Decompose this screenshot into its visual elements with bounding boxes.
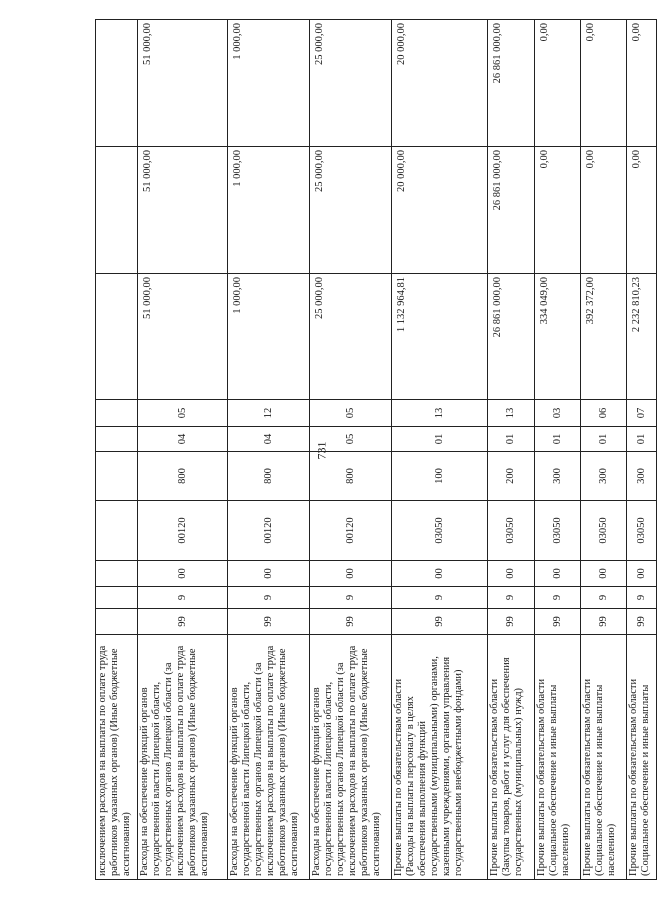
row-name-cell: Прочие выплаты по обязательствам области (Закупка товаров, работ и услуг для обеспечения государственных (муниципальных) нужд) — [488, 635, 535, 880]
code-2-cell: 9 — [535, 587, 581, 609]
code-target-cell: 03050 — [392, 501, 488, 561]
amount-year-2-cell: 20 000,00 — [392, 147, 488, 274]
amount-year-2-cell: 26 861 000,00 — [488, 147, 535, 274]
code-3-cell: 00 — [138, 561, 228, 587]
code-section-cell: 04 — [228, 427, 310, 452]
amount-year-3-cell: 20 000,00 — [392, 20, 488, 147]
code-subsection-cell: 06 — [581, 400, 627, 427]
budget-table-rotated — [95, 20, 651, 880]
code-target-cell: 00120 — [310, 501, 392, 561]
code-subsection-cell — [96, 400, 138, 427]
row-name-cell: Расходы на обеспечение функций органов государственной власти Липецкой области, государственных органов Липецкой области (за исключением расходов на выплаты по оплате труда работников указанных органов) (Иные бюджетные ассигнования) — [138, 635, 228, 880]
code-section-cell: 01 — [581, 427, 627, 452]
code-3-cell: 00 — [488, 561, 535, 587]
amount-year-2-cell: 0,00 — [535, 147, 581, 274]
row-name-cell: Прочие выплаты по обязательствам области (Социальное обеспечение и иные выплаты — [627, 635, 657, 880]
code-2-cell: 9 — [228, 587, 310, 609]
amount-year-2-cell: 0,00 — [581, 147, 627, 274]
amount-year-3-cell: 0,00 — [581, 20, 627, 147]
code-3-cell: 00 — [228, 561, 310, 587]
amount-year-2-cell: 51 000,00 — [138, 147, 228, 274]
code-subsection-cell: 07 — [627, 400, 657, 427]
code-subsection-cell: 12 — [228, 400, 310, 427]
code-expense-type-cell: 200 — [488, 452, 535, 501]
code-3-cell: 00 — [535, 561, 581, 587]
code-target-cell: 03050 — [488, 501, 535, 561]
code-2-cell: 9 — [392, 587, 488, 609]
amount-year-1-cell: 334 049,00 — [535, 274, 581, 400]
amount-year-2-cell: 1 000,00 — [228, 147, 310, 274]
code-3-cell — [96, 561, 138, 587]
code-1-cell: 99 — [228, 609, 310, 635]
code-1-cell — [96, 609, 138, 635]
row-name-cell: Прочие выплаты по обязательствам области (Социальное обеспечение и иные выплаты населению) — [535, 635, 581, 880]
row-name-cell: Расходы на обеспечение функций органов государственной власти Липецкой области, государственных органов Липецкой области (за исключением расходов на выплаты по оплате труда работников указанных органов) (Иные бюджетные ассигнования) — [310, 635, 392, 880]
code-subsection-cell: 13 — [392, 400, 488, 427]
code-target-cell: 00120 — [228, 501, 310, 561]
amount-year-1-cell: 1 000,00 — [228, 274, 310, 400]
code-subsection-cell: 05 — [138, 400, 228, 427]
amount-year-1-cell: 1 132 964,81 — [392, 274, 488, 400]
code-3-cell: 00 — [581, 561, 627, 587]
code-subsection-cell: 03 — [535, 400, 581, 427]
amount-year-3-cell: 51 000,00 — [138, 20, 228, 147]
code-1-cell: 99 — [581, 609, 627, 635]
code-2-cell: 9 — [138, 587, 228, 609]
code-1-cell: 99 — [392, 609, 488, 635]
page-number: 731 — [314, 441, 329, 460]
table-row — [228, 20, 310, 880]
code-2-cell: 9 — [310, 587, 392, 609]
table-row — [581, 20, 627, 880]
amount-year-1-cell: 26 861 000,00 — [488, 274, 535, 400]
amount-year-3-cell — [96, 20, 138, 147]
budget-table — [95, 19, 657, 880]
code-expense-type-cell: 300 — [627, 452, 657, 501]
code-1-cell: 99 — [138, 609, 228, 635]
table-row — [535, 20, 581, 880]
code-1-cell: 99 — [488, 609, 535, 635]
code-expense-type-cell: 100 — [392, 452, 488, 501]
row-name-cell: Прочие выплаты по обязательствам области (Расходы на выплаты персоналу в целях обеспечения выполнения функций государственными (муниципальными) органами, казенными учреждениями, органами управления государственными внебюджетными фондами) — [392, 635, 488, 880]
code-section-cell: 01 — [627, 427, 657, 452]
amount-year-2-cell: 0,00 — [627, 147, 657, 274]
row-name-cell: Прочие выплаты по обязательствам области (Социальное обеспечение и иные выплаты населению) — [581, 635, 627, 880]
amount-year-1-cell: 25 000,00 — [310, 274, 392, 400]
code-expense-type-cell: 300 — [581, 452, 627, 501]
amount-year-2-cell — [96, 147, 138, 274]
code-expense-type-cell: 800 — [138, 452, 228, 501]
amount-year-1-cell: 51 000,00 — [138, 274, 228, 400]
code-section-cell: 04 — [138, 427, 228, 452]
code-2-cell — [96, 587, 138, 609]
table-row — [310, 20, 392, 880]
amount-year-3-cell: 0,00 — [535, 20, 581, 147]
code-expense-type-cell — [96, 452, 138, 501]
amount-year-3-cell: 1 000,00 — [228, 20, 310, 147]
table-row — [488, 20, 535, 880]
code-1-cell: 99 — [627, 609, 657, 635]
code-2-cell: 9 — [627, 587, 657, 609]
table-row — [392, 20, 488, 880]
amount-year-3-cell: 25 000,00 — [310, 20, 392, 147]
code-subsection-cell: 13 — [488, 400, 535, 427]
code-expense-type-cell: 800 — [310, 452, 392, 501]
row-name-cell: Расходы на обеспечение функций органов государственной власти Липецкой области, государственных органов Липецкой области (за исключением расходов на выплаты по оплате труда работников указанных органов) (Иные бюджетные ассигнования) — [228, 635, 310, 880]
code-2-cell: 9 — [488, 587, 535, 609]
table-row — [627, 20, 657, 880]
code-section-cell — [96, 427, 138, 452]
code-target-cell: 03050 — [581, 501, 627, 561]
code-target-cell: 03050 — [627, 501, 657, 561]
code-target-cell: 00120 — [138, 501, 228, 561]
code-1-cell: 99 — [310, 609, 392, 635]
code-1-cell: 99 — [535, 609, 581, 635]
amount-year-3-cell: 26 861 000,00 — [488, 20, 535, 147]
code-expense-type-cell: 300 — [535, 452, 581, 501]
code-section-cell: 01 — [392, 427, 488, 452]
code-section-cell: 01 — [535, 427, 581, 452]
code-target-cell — [96, 501, 138, 561]
amount-year-1-cell — [96, 274, 138, 400]
code-section-cell: 05 — [310, 427, 392, 452]
amount-year-1-cell: 392 372,00 — [581, 274, 627, 400]
amount-year-2-cell: 25 000,00 — [310, 147, 392, 274]
code-section-cell: 01 — [488, 427, 535, 452]
code-2-cell: 9 — [581, 587, 627, 609]
code-3-cell: 00 — [310, 561, 392, 587]
code-3-cell: 00 — [627, 561, 657, 587]
table-row — [96, 20, 138, 880]
code-3-cell: 00 — [392, 561, 488, 587]
code-subsection-cell: 05 — [310, 400, 392, 427]
amount-year-1-cell: 2 232 810,23 — [627, 274, 657, 400]
code-expense-type-cell: 800 — [228, 452, 310, 501]
code-target-cell: 03050 — [535, 501, 581, 561]
amount-year-3-cell: 0,00 — [627, 20, 657, 147]
row-name-cell: исключением расходов на выплаты по оплате труда работников указанных органов) (Иные бюджетные ассигнования) — [96, 635, 138, 880]
table-row — [138, 20, 228, 880]
